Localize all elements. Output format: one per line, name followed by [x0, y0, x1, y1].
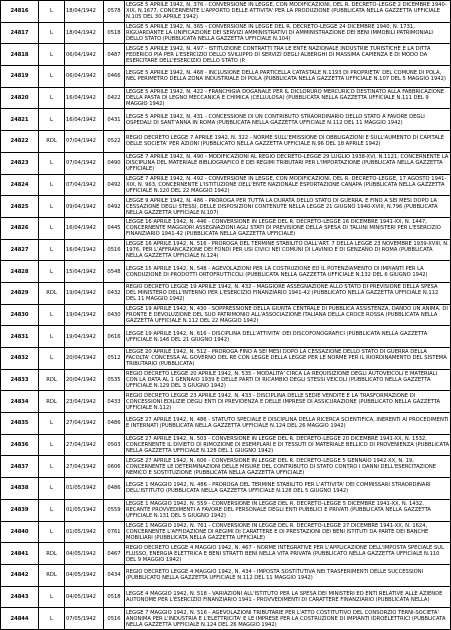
table-row [1, 391, 451, 413]
act-description-cell [125, 174, 451, 196]
act-number-cell: 0503 [104, 434, 125, 456]
act-number-cell: 0518 [104, 586, 125, 608]
table-row [1, 152, 451, 174]
act-description-cell [125, 478, 451, 500]
act-description-cell [125, 456, 451, 478]
table-row [1, 499, 451, 521]
act-date-cell: 20/04/1942 [65, 369, 104, 391]
record-id-cell: 24840 [1, 521, 39, 543]
act-type-cell: RDL [39, 131, 65, 153]
record-id-cell: 24828 [1, 261, 39, 283]
act-number-cell: 0522 [104, 131, 125, 153]
record-id-cell: 24836 [1, 434, 39, 456]
register-rows [1, 1, 451, 630]
act-description-text: REGIO DECRETO LEGGE 19 APRILE 1942, N. 432 - MAGGIORE ASSEGNAZIONE ALLO STATO DI PREVISIONE DELLA SPESA DEL MINISTERO DELL'INTERNO PER L'ESERCIZIO FINANZIARIO 1941-42 (PUBBLICATO NELLA GAZZETTA UFFICIALE N.112 DEL 11 MAGGIO 1942) [126, 284, 439, 303]
act-description-text: LEGGE 1 MAGGIO 1942, N. 486 - PROROGA DEL TERMINE STABILITO PER L'ATTIVITA' DEI COMMISSARI STRAORDINARI DELL'ISTITUTO (PUBBLICATA NELLA GAZZETTA UFFICIALE N.128 DEL 5 GIUGNO 1942) [126, 482, 431, 495]
act-number-cell: 0516 [104, 239, 125, 261]
act-type-cell: L [39, 217, 65, 239]
act-date-cell: 06/04/1942 [65, 44, 104, 66]
record-id-cell: 24833 [1, 369, 39, 391]
act-description-text: LEGGE 5 APRILE 1942, N. 422 - FRANCHIGIA DOGANALE PER IL DICLORURO MERCURICO DESTINATO ALLA FABBRICAZIONE DELLA PASTA DI LEGNO MECCANICA E CHIMICA (CELLULOSA) (PUBBLICATA NELLA GAZZETTA UFFICIALE N.111 DEL 9 MAGGIO 1942) [126, 89, 445, 108]
record-id-cell: 24819 [1, 66, 39, 88]
act-date-cell: 07/04/1942 [65, 174, 104, 196]
act-description-text: REGIO DECRETO LEGGE 20 APRILE 1942, N. 535 - MODALITA' CIRCA LA REQUISIZIONE DEGLI AUTOVEICOLI E MATERIALI CON LA DATA AL 1 GENNAIO 1939 E DELLE PARTI DI RICAMBIO DEGLI STESSI VEICOLI (PUBBLICATO NELLA GAZZETTA UFFICIALE N.129 DEL 3 GIUGNO 1942) [126, 371, 438, 390]
act-description-text: LEGGE 7 APRILE 1942, N. 492 - CONVERSIONE IN LEGGE, CON MODIFICAZIONI, DEL R. DECRETO-LEGGE, 17 AGOSTO 1941-XIX, N. 963, CONCERNENTE L'ISTITUZIONE DELL'ENTE NAZIONALE ESPORTAZIONE CANAPA (PUBBLICATA NELLA GAZZETTA UFFICIALE N.120 DEL 22 MAGGIO 1942) [126, 175, 447, 194]
act-description-text: LEGGE 7 MAGGIO 1942, N. 516 - AGEVOLAZIONI TRIBUTARIE PER L'ATTO COSTITUTIVO DEL CONSORZIO TERNI-SOCIETA' ANONIMA PER L'INDUSTRIA E L'ELETTRICITA' E LE IMPRESE PER LA COSTRUZIONE DI IMPIANTI IDROELETTRICI (PUBBLICATA NELLA GAZZETTA UFFICIALE N.124 DEL 26 MAGGIO 1942) [126, 609, 446, 628]
record-id-cell: 24844 [1, 608, 39, 630]
act-type-cell: L [39, 499, 65, 521]
record-id-cell: 24826 [1, 217, 39, 239]
act-number-cell: 0518 [104, 22, 125, 44]
act-date-cell: 04/05/1942 [65, 564, 104, 586]
act-description-cell [125, 586, 451, 608]
record-id-cell: 24820 [1, 87, 39, 109]
table-row [1, 478, 451, 500]
act-type-cell: L [39, 22, 65, 44]
act-number-cell: 0430 [104, 304, 125, 326]
act-description-cell [125, 521, 451, 543]
act-description-text: LEGGE 20 APRILE 1942, N. 512 - PROROGA FINO A SEI MESI DOPO LA CESSAZIONE DELLO STATO DI GUERRA DELLA FACOLTA' CONCESSA AL GOVERNO DEL RE CON LEGGE DELLA LEGGE PER LE NORME PER IL RIORDINAMENTO DEL SISTEMA TRIBUTARIO (PUBBLICATA) [126, 349, 447, 368]
table-row [1, 239, 451, 261]
act-date-cell: 27/04/1942 [65, 434, 104, 456]
act-date-cell: 16/04/1942 [65, 109, 104, 131]
record-id-cell: 24841 [1, 543, 39, 565]
act-description-text: REGIO DECRETO LEGGE 4 MAGGIO 1942, N. 467 - NORME INTEGRATIVE PER L'APPLICAZIONE DELL'IMPOSTA SPECIALE SUL FLUSSO, ENERGIA ELETTRICA E BENI STRATTI BENI NELLA VITA PRIVATA (PUBBLICATO NELLA GAZZETTA UFFICIALE N.110 DEL 9 MAGGIO 1942) [126, 544, 444, 563]
record-id-cell: 24837 [1, 456, 39, 478]
act-number-cell: 0432 [104, 282, 125, 304]
record-id-cell: 24816 [1, 1, 39, 23]
act-number-cell: 0490 [104, 152, 125, 174]
act-description-text: REGIO DECRETO LEGGE 23 APRILE 1942, N. 433 - DISCIPLINA DELLE SEDIE VENDITE E LA TRASFORMAZIONE DI CONCESSIONI EDILIZIE DEGLI ENTI DI PREVIDENZA E DELLE IMPRESE DI ASSICURAZIONE (PUBBLICATO NELLA GAZZETTA UFFICIALE N.112) [126, 392, 441, 411]
act-type-cell: L [39, 434, 65, 456]
act-description-text: LEGGE 27 APRILE 1942, N. 606 - CONVERSIONE IN LEGGE DEL R. DECRETO-LEGGE 5 GENNAIO 1942-XX, N. 19, CONCERNENTE LE DETERMINAZIONI DELLE MISURE DEL CONTRIBUTO DI STATO CONTRO I DANNI DELL'ESERCITAZIONE NEMICO E SOSTITUZIONE (PUBBLICATA NELLA GAZZETTA UFFICIALE) [126, 457, 436, 476]
act-description-text: LEGGE 1 MAGGIO 1942, N. 559 - CONVERSIONE IN LEGGE DEL R. DECRETO-LEGGE 5 DICEMBRE 1941-XX, N. 1432, RECANTE PROVVEDIMENTI A FAVORE DEL PERSONALE DEGLI ENTI PUBBLICI E PRIVATI (PUBBLICATA NELLA GAZZETTA UFFICIALE N.131 DEL 5 GIUGNO 1942) [126, 501, 431, 520]
act-date-cell: 19/04/1942 [65, 326, 104, 348]
act-description-cell [125, 499, 451, 521]
act-description-cell [125, 282, 451, 304]
table-row [1, 586, 451, 608]
act-number-cell: 0431 [104, 109, 125, 131]
act-number-cell: 0535 [104, 369, 125, 391]
record-id-cell: 24827 [1, 239, 39, 261]
record-id-cell: 24838 [1, 478, 39, 500]
act-number-cell: 0606 [104, 456, 125, 478]
act-description-cell [125, 239, 451, 261]
record-id-cell: 24832 [1, 348, 39, 370]
act-description-cell [125, 564, 451, 586]
record-id-cell: 24823 [1, 152, 39, 174]
act-description-text: LEGGE 1 MAGGIO 1942, N. 761 - CONVERSIONE IN LEGGE DEL R. DECRETO-LEGGE 27 DICEMBRE 1941-XX, N. 1624, CONCERNENTE L'AFFIDAZIONE DI REGIMI DI CARATTERE E DI PRESTAZIONI DEI BENI ISTITUTI DA PARTE DEI BANCHE MOBILIARI (PUBBLICATA NELLA GAZZETTA UFFICIALE) [126, 522, 429, 541]
act-date-cell: 07/04/1942 [65, 152, 104, 174]
act-description-text: LEGGE 27 APRILE 1942, N. 503 - CONVERSIONE IN LEGGE DEL R. DECRETO-LEGGE 20 DICEMBRE 1941-XX, N. 1532, CONCERNENTE IL DIVIETO DI RIMOZIONE DI ESEMPLARI E DI TESSUTI DI MATERIALE BELLICO DI PROVENIENZA (PUBBLICATA NELLA GAZZETTA UFFICIALE N.128 DEL 1 GIUGNO 1942) [126, 436, 449, 455]
act-number-cell: 0761 [104, 521, 125, 543]
act-type-cell: RDL [39, 391, 65, 413]
act-description-text: LEGGE 19 APRILE 1942, N. 616 - DISCIPLINA DELL'ATTIVITA' DEI DISCOFONOGRAFICI (PUBBLICATA NELLA GAZZETTA UFFICIALE N.146 DEL 21 GIUGNO 1942) [126, 330, 428, 343]
act-description-cell [125, 66, 451, 88]
table-row [1, 109, 451, 131]
act-type-cell: L [39, 413, 65, 435]
table-row [1, 543, 451, 565]
act-type-cell: RDL [39, 369, 65, 391]
table-row [1, 434, 451, 456]
record-id-cell: 24824 [1, 174, 39, 196]
table-row [1, 348, 451, 370]
act-description-cell [125, 1, 451, 23]
act-number-cell: 0422 [104, 87, 125, 109]
act-description-text: REGIO DECRETO LEGGE 7 APRILE 1942, N. 322 - NORME SULL'EMISSIONE DI OBBLIGAZIONI E SULL'AUMENTO DI CAPITALE DELLE SOCIETA' PER AZIONI (PUBBLICATO NELLA GAZZETTA UFFICIALE N.96 DEL 18 APRILE 1942) [126, 135, 445, 148]
act-description-text: LEGGE 9 APRILE 1942, N. 486 - PROROGA PER TUTTA LA DURATA DELLO STATO DI GUERRA, E FINO A SEI MESI DOPO LA CESSAZIONE DEGLI STESSI, DELLE DISPOSIZIONI CONTENUTE NELLA LEGGE 21 GIUGNO 1940-XVIII, N.796 (PUBBLICATA NELLA GAZZETTA UFFICIALE N.107) [126, 197, 438, 216]
table-row [1, 22, 451, 44]
act-number-cell: 0486 [104, 413, 125, 435]
act-type-cell: L [39, 152, 65, 174]
act-type-cell: L [39, 174, 65, 196]
act-type-cell: RDL [39, 564, 65, 586]
act-description-text: LEGGE 16 APRILE 1942, N. 516 - PROROGA DEL TERMINE STABILITO DALL'ART. 7 DELLA LEGGE 23 NOVEMBRE 1939-XVIII, N. 1976, PER L'AFFRANCAZIONE DEI FONDI PER USI CIVICI NEI COMUNI DI LAVINIO E DI GENZANO DI ROMA (PUBBLICATA NELLA GAZZETTA UFFICIALE N.124) [126, 240, 449, 259]
act-number-cell: 0616 [104, 326, 125, 348]
act-type-cell: L [39, 456, 65, 478]
act-description-cell [125, 348, 451, 370]
table-row [1, 564, 451, 586]
record-id-cell: 24842 [1, 564, 39, 586]
act-type-cell: L [39, 44, 65, 66]
record-id-cell: 24839 [1, 499, 39, 521]
table-row [1, 44, 451, 66]
table-row [1, 369, 451, 391]
act-date-cell: 07/04/1942 [65, 131, 104, 153]
act-date-cell: 16/04/1942 [65, 217, 104, 239]
act-description-cell [125, 304, 451, 326]
act-description-cell [125, 87, 451, 109]
act-type-cell: L [39, 196, 65, 218]
act-date-cell: 16/04/1942 [65, 239, 104, 261]
act-date-cell: 27/04/1942 [65, 456, 104, 478]
act-number-cell: 0434 [104, 564, 125, 586]
act-number-cell: 0487 [104, 44, 125, 66]
table-row [1, 131, 451, 153]
act-date-cell: 01/05/1942 [65, 478, 104, 500]
act-type-cell: RDL [39, 282, 65, 304]
act-description-cell [125, 131, 451, 153]
act-date-cell: 18/04/1942 [65, 22, 104, 44]
record-id-cell: 24818 [1, 44, 39, 66]
act-type-cell: L [39, 87, 65, 109]
record-id-cell: 24835 [1, 413, 39, 435]
act-description-cell [125, 369, 451, 391]
table-row [1, 282, 451, 304]
act-description-cell [125, 608, 451, 630]
act-description-cell [125, 22, 451, 44]
act-date-cell: 20/04/1942 [65, 348, 104, 370]
act-number-cell: 0578 [104, 1, 125, 23]
act-description-cell [125, 261, 451, 283]
act-type-cell: L [39, 239, 65, 261]
record-id-cell: 24843 [1, 586, 39, 608]
act-type-cell: L [39, 261, 65, 283]
act-date-cell: 04/05/1942 [65, 586, 104, 608]
table-row [1, 87, 451, 109]
act-type-cell: L [39, 521, 65, 543]
act-date-cell: 06/04/1942 [65, 66, 104, 88]
act-date-cell: 23/04/1942 [65, 391, 104, 413]
table-row [1, 456, 451, 478]
table-row [1, 66, 451, 88]
act-number-cell: 0516 [104, 608, 125, 630]
act-description-text: LEGGE 4 MAGGIO 1942, N. 518 - VARIAZIONI ALL'ISTITUTO PER LA SPESA DEI MINISTERI ED ENTI RELATIVE ALLE AZIENDE AUTONOME PER L'ESERCIZIO FINANZIARIO 1941 - PROVVEDIMENTI DI CARATTERE FINANZIARIO (PUBBLICATA NELLA) [126, 590, 443, 603]
table-row [1, 608, 451, 630]
act-date-cell: 09/04/1942 [65, 196, 104, 218]
act-description-cell [125, 391, 451, 413]
act-description-cell [125, 196, 451, 218]
act-description-cell [125, 434, 451, 456]
act-date-cell: 19/04/1942 [65, 282, 104, 304]
act-number-cell: 0559 [104, 499, 125, 521]
act-date-cell: 01/05/1942 [65, 499, 104, 521]
act-description-text: LEGGE 27 APRILE 1942, N. 486 - STATUTO SPECIALE E DISCIPLINA DELLA RICERCA SCIENTIFICA, INERENTI AI PROCEDIMENTI E INTERNATI (PUBBLICATA NELLA GAZZETTA UFFICIALE N.124 DEL 26 MAGGIO 1942) [126, 417, 449, 430]
table-row [1, 413, 451, 435]
act-description-text: LEGGE 5 APRILE 1942, N. 468 - INCLUSIONE DELLA PARTICELLA CATASTALE N.1193 DI PROPRIETA' DEL COMUNE DI POLA, NEL PERIMETRO DELLA ZONA INDUSTRIALE DI POLA (PUBBLICATA NELLA GAZZETTA UFFICIALE N.107 DEL 5 MAGGIO 1942) [126, 70, 446, 83]
act-description-cell [125, 217, 451, 239]
record-id-cell: 24825 [1, 196, 39, 218]
act-number-cell: 0467 [104, 543, 125, 565]
act-type-cell: L [39, 608, 65, 630]
act-number-cell: 0512 [104, 348, 125, 370]
table-row [1, 196, 451, 218]
act-type-cell: L [39, 348, 65, 370]
record-id-cell: 24830 [1, 304, 39, 326]
table-row [1, 261, 451, 283]
act-number-cell: 0445 [104, 217, 125, 239]
act-type-cell: L [39, 478, 65, 500]
act-description-text: LEGGE 7 APRILE 1942, N. 490 - MODIFICAZIONI AL REGIO DECRETO-LEGGE 29 LUGLIO 1938-XVI, N.1121, CONCERNENTE LA DISCIPLINA DEL MATERIALE BIBLIOGRAFICO E DEI REGIMI TRIBUTARI PER L'IMPORTAZIONE (PUBBLICATA NELLA GAZZETTA UFFICIALE) [126, 154, 449, 173]
record-id-cell: 24831 [1, 326, 39, 348]
act-date-cell: 18/04/1942 [65, 1, 104, 23]
act-description-text: LEGGE 19 APRILE 1942, N. 430 - SOPPRESSIONE DELLA GIUNTA CENTRALE DI PUBBLICA ASSISTENZA, DANDO UN ANIMA, DI FRONTE E DEVOLUZIONE DEL SUO PATRIMONIO ALL'ASSOCIAZIONE ITALIANA DELLA CROCE ROSSA (PUBBLICATA NELLA GAZZETTA UFFICIALE N.112 DEL 22 MAGGIO 1942) [126, 305, 448, 324]
table-row [1, 304, 451, 326]
table-row [1, 521, 451, 543]
act-description-cell [125, 543, 451, 565]
act-date-cell: 04/05/1942 [65, 543, 104, 565]
act-description-text: LEGGE 5 APRILE 1942, N. 497 - ISTITUZIONE CONTRATTI TRA LE ENTE NAZIONALE INDUSTRIE TURISTICHE E LA DITTA FEDERICO PIA PER L'ESERCIZIO DELLO SVILUPPO DI SERVIZI DEGLI ALBERGHI DI MASSIMA CAPIENZA E DI MODO DA ESERCITARE DELL'ESERCIZIO DELLO STATO (P. [126, 45, 431, 64]
table-row [1, 174, 451, 196]
act-description-text: LEGGE 16 APRILE 1942, N. 446 - CONVERSIONE IN LEGGE DEL R. DECRETO-LEGGE 16 DICEMBRE 1941-XX, N. 1447, CONCERNENTE MAGGIORI ASSEGNAZIONI AGLI STATI DI PREVISIONE DELLA SPESA DI TALUNI MINISTERI PER L'ESERCIZIO FINANZIARIO 1941-42 (PUBBLICATA NELLA GAZZETTA UFFICIALE) [126, 219, 441, 238]
act-description-text: LEGGE 15 APRILE 1942, N. 548 - AGEVOLAZIONI PER LA COSTRUZIONE ED IL POTENZIAMENTO DI IMPIANTI PER LA CONDUZIONE DI PRODOTTI ORTOFRUTTICOLI (PUBBLICATA NELLA GAZZETTA UFFICIALE N.132 DEL 6 GIUGNO 1942) [126, 265, 428, 278]
act-description-cell [125, 152, 451, 174]
act-date-cell: 15/04/1942 [65, 261, 104, 283]
act-date-cell: 07/05/1942 [65, 608, 104, 630]
table-row [1, 217, 451, 239]
record-id-cell: 24829 [1, 282, 39, 304]
act-description-text: LEGGE 5 APRILE 1942, N. 365 - CONVERSIONE IN LEGGE DEL R. DECRETO-LEGGE 24 DICEMBRE 1940, N. 1731, RIGUARDANTE LA UNIFICAZIONE DEI SERVIZI AMMINISTRATIVI DI AMMINISTRAZIONE DEI BENI IMMOBILI PATRIMONIALI DELLO STATO (PUBBLICATA NELLA GAZZETTA UFFICIALE N.104) [126, 24, 433, 43]
act-date-cell: 19/04/1942 [65, 304, 104, 326]
record-id-cell: 24817 [1, 22, 39, 44]
table-row [1, 1, 451, 23]
act-type-cell: L [39, 586, 65, 608]
act-number-cell: 0492 [104, 196, 125, 218]
act-type-cell: L [39, 109, 65, 131]
act-number-cell: 0548 [104, 261, 125, 283]
act-description-text: REGIO DECRETO LEGGE 4 MAGGIO 1942, N. 434 - IMPOSTA SOSTITUTIVA NEI TRASFERIMENTI DELLE SUCCESSIONI (PUBBLICATO NELLA GAZZETTA UFFICIALE N.112 DEL 11 MAGGIO 1942) [126, 569, 424, 582]
act-type-cell: RDL [39, 543, 65, 565]
act-type-cell: L [39, 326, 65, 348]
act-date-cell: 16/04/1942 [65, 87, 104, 109]
record-id-cell: 24821 [1, 109, 39, 131]
record-id-cell: 24822 [1, 131, 39, 153]
act-type-cell: L [39, 304, 65, 326]
act-type-cell: L [39, 66, 65, 88]
act-description-cell [125, 413, 451, 435]
act-description-cell [125, 109, 451, 131]
record-id-cell: 24834 [1, 391, 39, 413]
act-date-cell: 27/04/1942 [65, 413, 104, 435]
act-number-cell: 0466 [104, 66, 125, 88]
act-number-cell: 0433 [104, 391, 125, 413]
act-number-cell: 0486 [104, 478, 125, 500]
act-description-cell [125, 44, 451, 66]
table-row [1, 326, 451, 348]
act-description-text: LEGGE 5 APRILE 1942, N. 376 - CONVERSIONE IN LEGGE, CON MODIFICAZIONI, DEL R. DECRETO-LEGGE 2 DICEMBRE 1940-XIX, N.1677, CONCERNENTE L'APPORTO DELLE ATTIVITA' PER LA PRODUZIONE (PUBBLICATA NELLA GAZZETTA UFFICIALE N.105 DEL 30 APRILE 1942) [126, 2, 447, 21]
act-type-cell: L [39, 1, 65, 23]
act-description-cell [125, 326, 451, 348]
act-date-cell: 01/05/1942 [65, 521, 104, 543]
act-description-text: LEGGE 5 APRILE 1942, N. 431 - CONCESSIONE DI UN CONTRIBUTO STRAORDINARIO DELLO STATO A FAVORE DEGLI OSPEDALI DI SANT'ANNA IN ROMA (PUBBLICATA NELLA GAZZETTA UFFICIALE N.112 DEL 11 MAGGIO 1942) [126, 113, 425, 126]
act-number-cell: 0492 [104, 174, 125, 196]
